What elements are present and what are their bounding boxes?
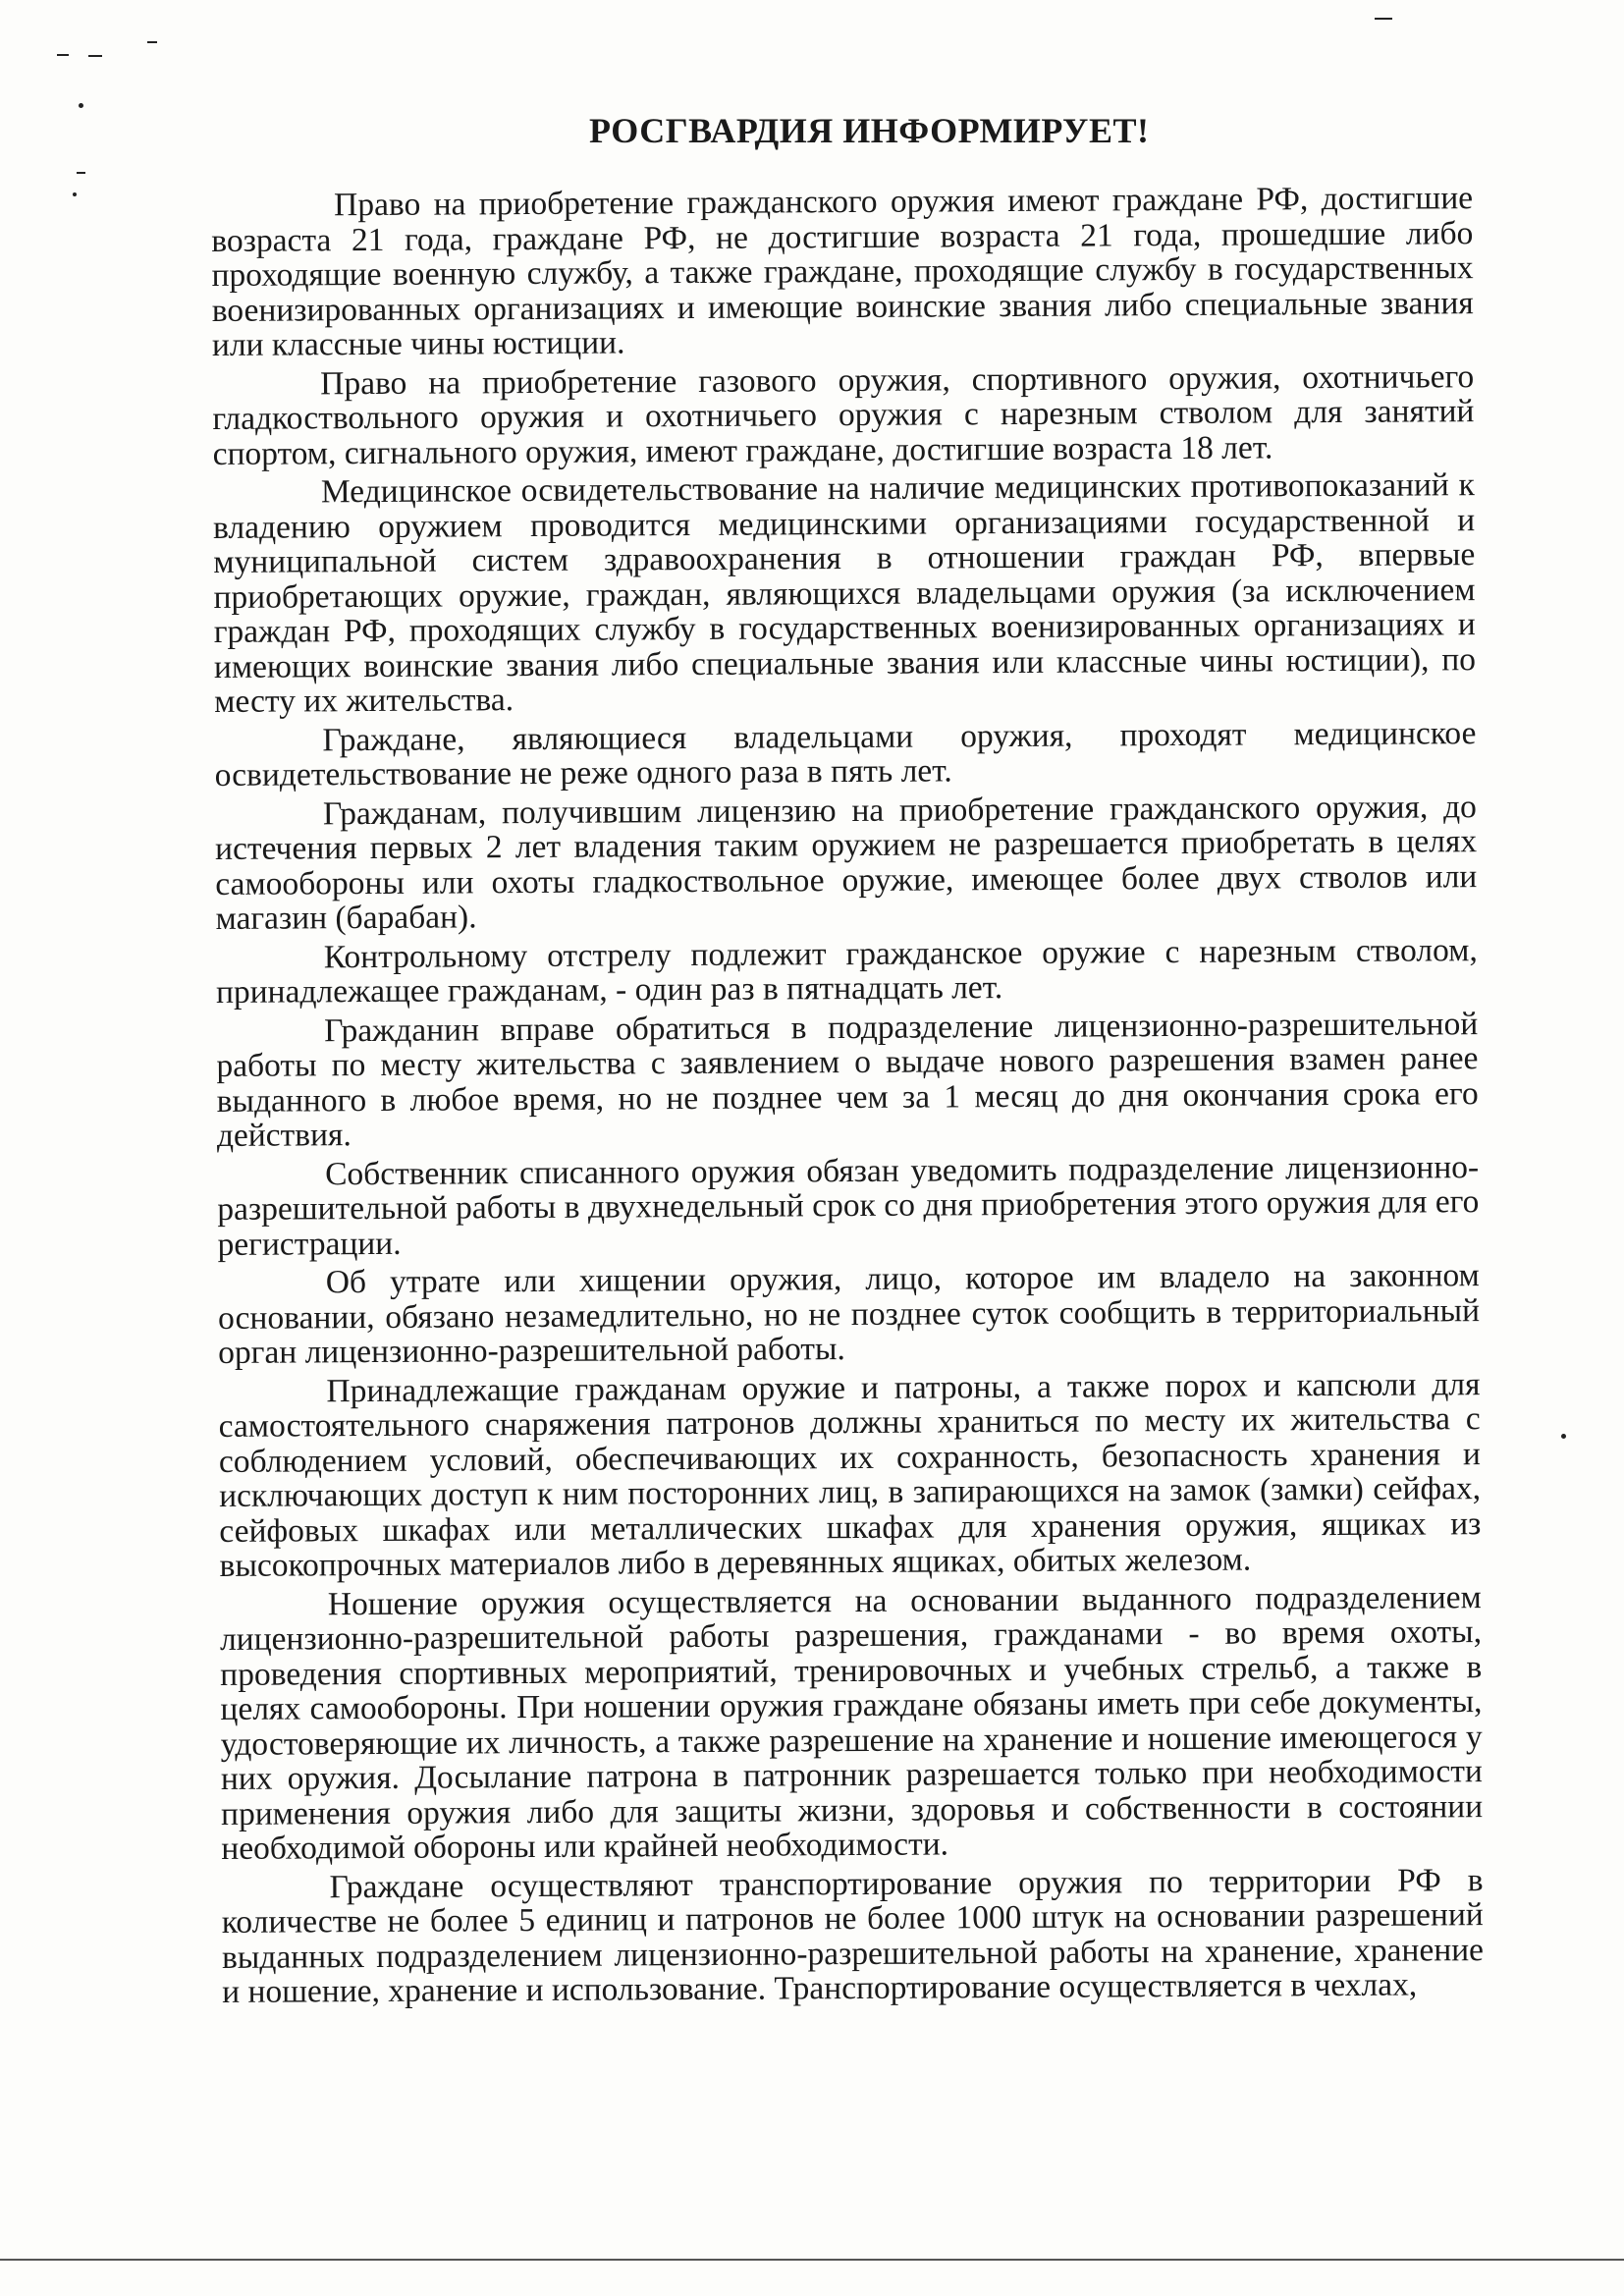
- document-body: [211, 181, 1484, 2009]
- scan-mark: [1561, 1434, 1566, 1439]
- scan-mark: [147, 41, 157, 43]
- paragraph: Об утрате или хищении оружия, лицо, которое им владело на законном основании, обязано незамедлительно, но не позднее суток сообщить в территориальный орган лицензионно-разрешительной работы.: [217, 1257, 1481, 1371]
- scan-mark: [1375, 18, 1392, 20]
- scan-mark: [73, 192, 77, 196]
- paragraph: Собственник списанного оружия обязан уведомить подразделение лицензионно-разрешительной работы в двухнедельный срок со дня приобретения этого оружия для его регистрации.: [217, 1148, 1480, 1263]
- paragraph: Право на приобретение гражданского оружия имеют граждане РФ, достигшие возраста 21 года, граждане РФ, не достигшие возраста 21 года, прошедшие либо проходящие военную службу, а также граждане, проходящие службу в государственных военизированных организациях и имеющие воинские звания либо специальные звания или классные чины юстиции.: [211, 180, 1474, 363]
- scan-mark: [88, 55, 102, 57]
- paragraph: Контрольному отстрелу подлежит гражданское оружие с нарезным стволом, принадлежащее гражданам, - один раз в пятнадцать лет.: [215, 931, 1478, 1011]
- paragraph: Граждане, являющиеся владельцами оружия, проходят медицинское освидетельствование не реже одного раза в пять лет.: [214, 714, 1477, 793]
- page-title: РОСГВАРДИЯ ИНФОРМИРУЕТ!: [589, 111, 1150, 150]
- scan-mark: [79, 103, 83, 108]
- scan-mark: [57, 54, 69, 56]
- paragraph: Право на приобретение газового оружия, спортивного оружия, охотничьего гладкоствольного оружия и охотничьего оружия с нарезным стволом для занятий спортом, сигнального оружия, имеют граждане, достигшие возраста 18 лет.: [212, 357, 1475, 472]
- paragraph: Ношение оружия осуществляется на основании выданного подразделением лицензионно-разрешительной работы разрешения, гражданами - во время охоты, проведения спортивных мероприятий, тренировочных и учебных стрельб, а также в целях самообороны. При ношении оружия граждане обязаны иметь при себе документы, удостоверяющие их личность, а также разрешение на хранение и ношение имеющегося у них оружия. Досылание патрона в патронник разрешается только при необходимости применения оружия либо для защиты жизни, здоровья и собственности в состоянии необходимой обороны или крайней необходимости.: [219, 1578, 1484, 1867]
- paragraph: Гражданам, получившим лицензию на приобретение гражданского оружия, до истечения первых 2 лет владения таким оружием не разрешается приобретать в целях самообороны или охоты гладкоствольное оружие, имеющее более двух стволов или магазин (барабан).: [214, 788, 1478, 937]
- paragraph: Гражданин вправе обратиться в подразделение лицензионно-разрешительной работы по месту жительства с заявлением о выдаче нового разрешения взамен ранее выданного в любое время, но не позднее чем за 1 месяц до дня окончания срока его действия.: [216, 1005, 1479, 1154]
- paragraph: Принадлежащие гражданам оружие и патроны, а также порох и капсюли для самостоятельного снаряжения патронов должны храниться по месту их жительства с соблюдением условий, обеспечивающих их сохранность, безопасность хранения и исключающих доступ к ним посторонних лиц, в запирающихся на замок (замки) сейфах, сейфовых шкафах или металлических шкафах для хранения оружия, ящиках из высокопрочных материалов либо в деревянных ящиках, обитых железом.: [218, 1365, 1482, 1584]
- paragraph: Медицинское освидетельствование на наличие медицинских противопоказаний к владению оружием проводится медицинскими организациями государственной и муниципальной систем здравоохранения в отношении граждан РФ, впервые приобретающих оружие, граждан, являющихся владельцами оружия (за исключением граждан РФ, проходящих службу в государственных военизированных организациях и имеющих воинские звания либо специальные звания или классные чины юстиции), по месту их жительства.: [212, 466, 1477, 720]
- paragraph: Граждане осуществляют транспортирование оружия по территории РФ в количестве не более 5 единиц и патронов не более 1000 штук на основании разрешений выданных подразделением лицензионно-разрешительной работы на хранение, хранение и ношение, хранение и использование. Транспортирование осуществляется в чехлах,: [221, 1861, 1485, 2010]
- scan-edge-line: [0, 2259, 1624, 2261]
- scan-mark: [77, 172, 85, 174]
